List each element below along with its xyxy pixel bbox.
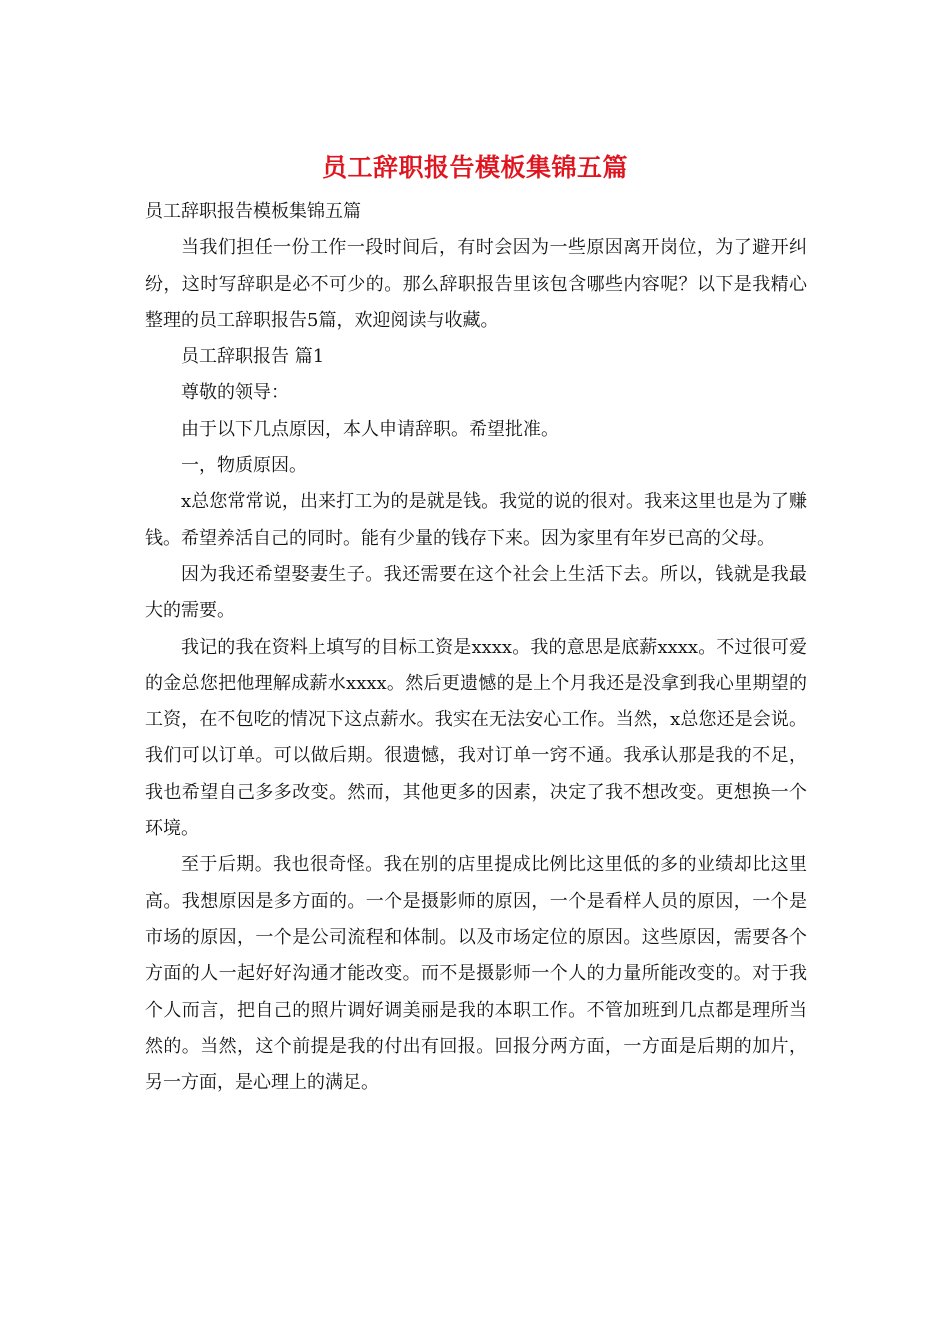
paragraph-salutation: 尊敬的领导： bbox=[181, 382, 289, 404]
paragraph-intro: 当我们担任一份工作一段时间后，有时会因为一些原因离开岗位，为了避开纠纷，这时写辞职是必不可少的。那么辞职报告里该包含哪些内容呢？以下是我精心整理的员工辞职报告5篇，欢迎阅读与收藏。 bbox=[145, 237, 807, 331]
paragraph-body: 我记的我在资料上填写的目标工资是xxxx。我的意思是底薪xxxx。不过很可爱的金总您把他理解成薪水xxxx。然后更遗憾的是上个月我还是没拿到我心里期望的工资，在不包吃的情况下这点薪水。我实在无法安心工作。当然，x总您还是会说。我们可以订单。可以做后期。很遗憾，我对订单一窍不通。我承认那是我的不足，我也希望自己多多改变。然而，其他更多的因素，决定了我不想改变。更想换一个环境。 bbox=[145, 636, 807, 840]
paragraph-body: x总您常常说，出来打工为的是就是钱。我觉的说的很对。我来这里也是为了赚钱。希望养活自己的同时。能有少量的钱存下来。因为家里有年岁已高的父母。 bbox=[145, 491, 807, 549]
paragraph-body: 至于后期。我也很奇怪。我在别的店里提成比例比这里低的多的业绩却比这里高。我想原因是多方面的。一个是摄影师的原因，一个是看样人员的原因，一个是市场的原因，一个是公司流程和体制。以及市场定位的原因。这些原因，需要各个方面的人一起好好沟通才能改变。而不是摄影师一个人的力量所能改变的。对于我个人而言，把自己的照片调好调美丽是我的本职工作。不管加班到几点都是理所当然的。当然，这个前提是我的付出有回报。回报分两方面，一方面是后期的加片，另一方面，是心理上的满足。 bbox=[145, 854, 807, 1094]
paragraph-reason-heading: 一，物质原因。 bbox=[181, 455, 307, 477]
paragraph-section-heading: 员工辞职报告 篇1 bbox=[181, 346, 325, 368]
paragraph-subtitle: 员工辞职报告模板集锦五篇 bbox=[145, 201, 361, 222]
document-body bbox=[145, 194, 807, 1101]
paragraph-request: 由于以下几点原因，本人申请辞职。希望批准。 bbox=[181, 418, 559, 440]
paragraph-body: 因为我还希望娶妻生子。我还需要在这个社会上生活下去。所以，钱就是我最大的需要。 bbox=[145, 563, 807, 622]
document-title: 员工辞职报告模板集锦五篇 bbox=[321, 153, 628, 182]
